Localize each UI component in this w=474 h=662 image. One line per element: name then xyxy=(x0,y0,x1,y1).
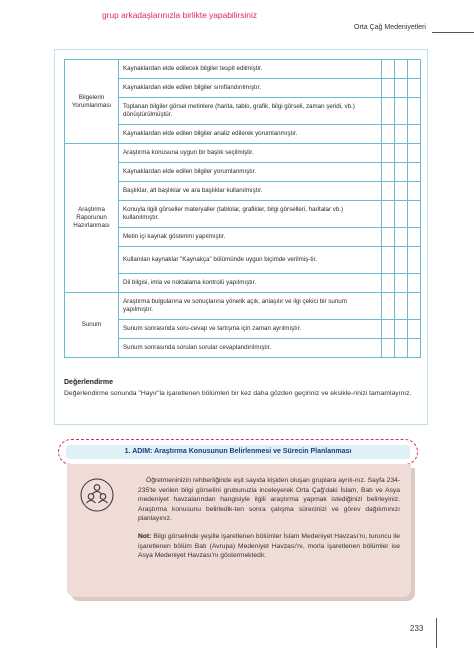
rubric-criterion: Kaynaklardan elde edilen bilgiler sınıflandırılmıştır. xyxy=(119,79,382,98)
rubric-check-cell[interactable] xyxy=(382,339,395,358)
rubric-check-cell[interactable] xyxy=(382,182,395,201)
step-note xyxy=(138,532,400,561)
rubric-row xyxy=(65,60,421,79)
chapter-title: Orta Çağ Medeniyetleri xyxy=(354,24,426,31)
rubric-check-cell[interactable] xyxy=(382,320,395,339)
rubric-check-cell[interactable] xyxy=(408,182,421,201)
rubric-check-cell[interactable] xyxy=(395,293,408,320)
page-number-rule xyxy=(436,618,437,648)
rubric-row xyxy=(65,247,421,274)
rubric-row xyxy=(65,293,421,320)
rubric-criterion: Toplanan bilgiler görsel metinlere (harita, tablo, grafik, bilgi görseli, zaman şeridi, vb.) dönüştürülmüştür. xyxy=(119,98,382,125)
rubric-group-title: Bilgelerin Yorumlanması xyxy=(65,60,119,144)
rubric-check-cell[interactable] xyxy=(395,247,408,274)
rubric-criterion: Başlıklar, alt başlıklar ve ara başlıklar kullanılmıştır. xyxy=(119,182,382,201)
rubric-check-cell[interactable] xyxy=(382,228,395,247)
header-hint: grup arkadaşlarınızla birlikte yapabilirsiniz xyxy=(102,10,258,20)
step-title: 1. ADIM: Araştırma Konusunun Belirlenmesi ve Sürecin Planlanması xyxy=(66,445,410,459)
rubric-check-cell[interactable] xyxy=(395,79,408,98)
header-rule xyxy=(432,32,474,33)
rubric-check-cell[interactable] xyxy=(408,293,421,320)
rubric-check-cell[interactable] xyxy=(395,201,408,228)
rubric-row xyxy=(65,125,421,144)
rubric-check-cell[interactable] xyxy=(395,60,408,79)
rubric-criterion: Kaynaklardan elde edilen bilgiler yorumlanmıştır. xyxy=(119,163,382,182)
rubric-check-cell[interactable] xyxy=(395,274,408,293)
rubric-check-cell[interactable] xyxy=(408,125,421,144)
rubric-check-cell[interactable] xyxy=(408,274,421,293)
rubric-group-title: Araştırma Raporunun Hazırlanması xyxy=(65,144,119,293)
rubric-check-cell[interactable] xyxy=(382,201,395,228)
rubric-check-cell[interactable] xyxy=(382,144,395,163)
rubric-criterion: Araştırma bulgularına ve sonuçlarına yönelik açık, anlaşılır ve ilgi çekici bir sunum yapılmıştır. xyxy=(119,293,382,320)
rubric-check-cell[interactable] xyxy=(395,163,408,182)
rubric-check-cell[interactable] xyxy=(382,125,395,144)
rubric-check-cell[interactable] xyxy=(395,98,408,125)
rubric-check-cell[interactable] xyxy=(395,125,408,144)
rubric-criterion: Dil bilgisi, imla ve noktalama kontrolü yapılmıştır. xyxy=(119,274,382,293)
rubric-check-cell[interactable] xyxy=(408,228,421,247)
rubric-criterion: Sunum sonrasında sorulan sorular cevaplandırılmıştır. xyxy=(119,339,382,358)
rubric-check-cell[interactable] xyxy=(408,144,421,163)
rubric-criterion: Kaynaklardan elde edilecek bilgiler tespit edilmiştir. xyxy=(119,60,382,79)
step-instructions: Öğretmeninizin rehberliğinde eşit sayıda kişiden oluşan gruplara ayrılı-nız. Sayfa 234-235'te verilen bilgi görselini grubunuzla inceleyerek Orta Çağ'daki İslam, Batı ve Asya medeniyet havzalarından hangisiyle ilgili araştırma yapmak istediğinizi belirleyiniz. Araştırma konusunu belirledik-ten sonra çalışma sürecinizi ve görev dağılımınızı planlayınız. xyxy=(138,477,400,523)
rubric-check-cell[interactable] xyxy=(408,98,421,125)
rubric-check-cell[interactable] xyxy=(408,339,421,358)
rubric-row xyxy=(65,228,421,247)
rubric-check-cell[interactable] xyxy=(382,293,395,320)
rubric-check-cell[interactable] xyxy=(408,247,421,274)
rubric-check-cell[interactable] xyxy=(408,60,421,79)
rubric-check-cell[interactable] xyxy=(382,79,395,98)
note-text: Bilgi görselinde yeşille işaretlenen bölümler İslam Medeniyet Havzası'nı, turuncu ile işaretlenen bölüm Batı (Avrupa) Medeniyet Havzası'nı, morla işaretlenen bölümler ise Asya Medeniyet Havzası'nı göstermektedir. xyxy=(138,533,400,560)
rubric-row xyxy=(65,144,421,163)
rubric-row xyxy=(65,201,421,228)
rubric-check-cell[interactable] xyxy=(395,228,408,247)
evaluation-text: Değerlendirme sonunda "Hayır"la işaretlenen bölümleri bir kez daha gözden geçiriniz ve eksikle-rinizi tamamlayınız. xyxy=(64,390,412,397)
rubric-row xyxy=(65,98,421,125)
rubric-row xyxy=(65,320,421,339)
rubric-check-cell[interactable] xyxy=(395,144,408,163)
rubric-check-cell[interactable] xyxy=(408,79,421,98)
group-people-icon xyxy=(80,478,114,512)
rubric-row xyxy=(65,339,421,358)
rubric-check-cell[interactable] xyxy=(395,320,408,339)
rubric-criterion: Kullanılan kaynaklar "Kaynakça" bölümünde uygun biçimde verilmiş-tir. xyxy=(119,247,382,274)
rubric-check-cell[interactable] xyxy=(382,163,395,182)
rubric-criterion: Sunum sonrasında soru-cevap ve tartışma için zaman ayrılmıştır. xyxy=(119,320,382,339)
rubric-check-cell[interactable] xyxy=(408,320,421,339)
rubric-criterion: Kaynaklardan elde edilen bilgiler analiz edilerek yorumlanmıştır. xyxy=(119,125,382,144)
rubric-criterion: Araştırma konusuna uygun bir başlık seçilmiştir. xyxy=(119,144,382,163)
rubric-check-cell[interactable] xyxy=(382,274,395,293)
rubric-check-cell[interactable] xyxy=(382,60,395,79)
rubric-criterion: Metin içi kaynak gösterimi yapılmıştır. xyxy=(119,228,382,247)
rubric-check-cell[interactable] xyxy=(408,201,421,228)
rubric-criterion: Konuyla ilgili görseller materyaller (tablolar, grafikler, bilgi görselleri, haritalar vb.) kullanılmıştır. xyxy=(119,201,382,228)
rubric-check-cell[interactable] xyxy=(382,247,395,274)
rubric-row xyxy=(65,163,421,182)
rubric-row xyxy=(65,79,421,98)
rubric-row xyxy=(65,182,421,201)
rubric-table xyxy=(64,59,421,358)
rubric-group-title: Sunum xyxy=(65,293,119,358)
rubric-check-cell[interactable] xyxy=(382,98,395,125)
rubric-check-cell[interactable] xyxy=(408,163,421,182)
evaluation-heading: Değerlendirme xyxy=(64,379,114,386)
page-number: 233 xyxy=(410,624,424,633)
rubric-row xyxy=(65,274,421,293)
note-label: Not: xyxy=(138,533,152,540)
rubric-check-cell[interactable] xyxy=(395,339,408,358)
rubric-check-cell[interactable] xyxy=(395,182,408,201)
